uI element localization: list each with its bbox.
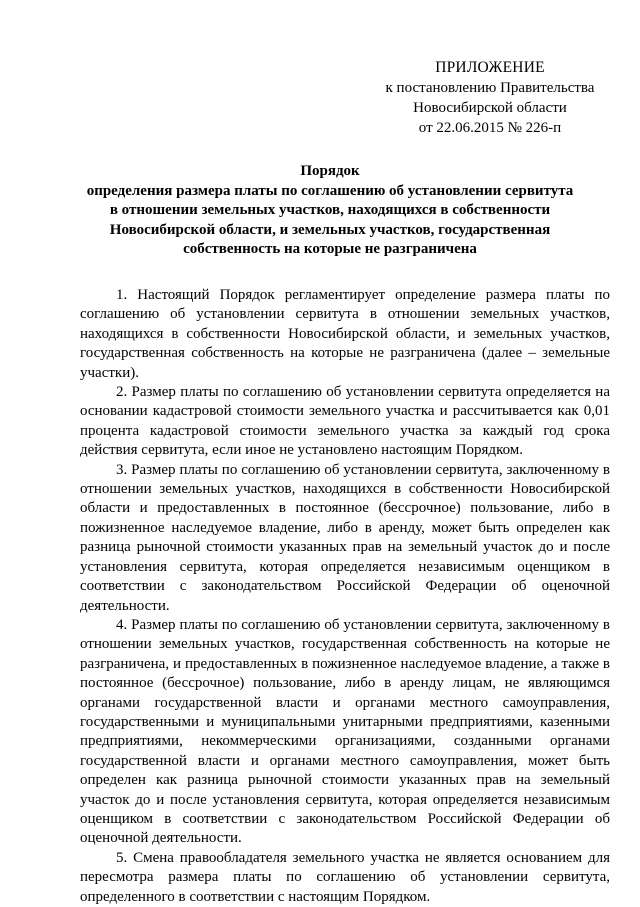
document-title [60,162,600,260]
paragraph-2: 2. Размер платы по соглашению об установлении сервитута определяется на основании кадастровой стоимости земельного участка и рассчитывается как 0,01 процента кадастровой стоимости земельного участка за каждый год срока действия сервитута, если иное не установлено настоящим Порядком. [80,384,610,459]
document-body [80,286,610,907]
title-line-2: определения размера платы по соглашению об установлении сервитута [86,182,574,199]
paragraph-3: 3. Размер платы по соглашению об установлении сервитута, заключенному в отношении земельных участков, находящихся в собственности Новосибирской области и предоставленных в постоянное (бессрочное) пользование, либо в пожизненное наследуемое владение, либо в аренду, может быть определен как разница рыночной стоимости указанных прав на земельный участок до и после установления сервитута, которая определяется независимым оценщиком в соответствии с законодательством Российской Федерации об оценочной деятельности. [80,461,610,614]
paragraph-1: 1. Настоящий Порядок регламентирует определение размера платы по соглашению об установлении сервитута в отношении земельных участков, находящихся в собственности Новосибирской области, и земельных участков, государственная собственность на которые не разграничена (далее – земельные участки). [80,287,610,381]
title-line-1: Порядок [300,163,360,179]
title-line-4: Новосибирской области, и земельных участков, государственная [109,221,551,238]
appendix-heading: ПРИЛОЖЕНИЕ [435,59,545,76]
appendix-line-3: от 22.06.2015 № 226-п [418,120,562,136]
paragraph-4: 4. Размер платы по соглашению об установлении сервитута, заключенному в отношении земельных участков, государственная собственность на которые не разграничена, и предоставленных в пожизненное наследуемое владение, а также в постоянное (бессрочное) пользование, либо в аренду лицам, не являющимся органами государственной власти и органами местного самоуправления, государственными и муниципальными унитарными предприятиями, казенными предприятиями, некоммерческими организациями, созданными органами государственной власти и органами местного самоуправления, может быть определен как разница рыночной стоимости указанных прав на земельный участок до и после установления сервитута, которая определяется независимым оценщиком в соответствии с законодательством Российской Федерации об оценочной деятельности. [80,616,610,847]
paragraph-5: 5. Смена правообладателя земельного участка не является основанием для пересмотра размера платы по соглашению об установлении сервитута, определенного в соответствии с настоящим Порядком. [80,849,610,905]
title-line-5: собственность на которые не разграничена [183,241,477,257]
appendix-block [380,58,600,138]
appendix-line-1: к постановлению Правительства [385,80,595,96]
title-line-3: в отношении земельных участков, находящихся в собственности [109,202,551,218]
appendix-line-2: Новосибирской области [413,100,567,116]
